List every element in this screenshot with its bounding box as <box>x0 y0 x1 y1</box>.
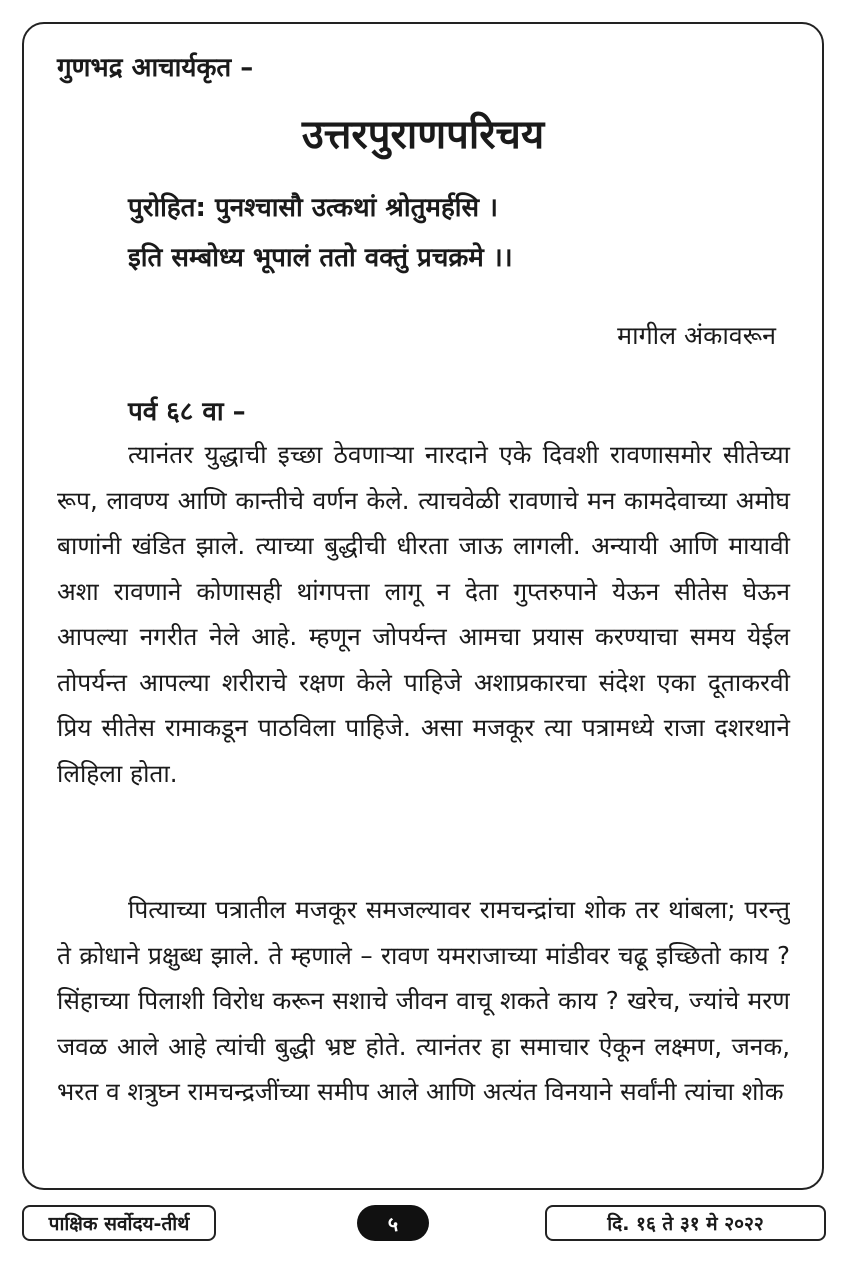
verse-line-1: पुरोहित: पुनश्चासौ उत्कथां श्रोतुमर्हसि । <box>128 193 498 223</box>
section-heading: पर्व ६८ वा – <box>128 397 246 427</box>
author-label: गुणभद्र आचार्यकृत – <box>57 53 254 83</box>
page-title: उत्तरपुराणपरिचय <box>301 112 545 158</box>
verse-line-2: इति सम्बोध्य भूपालं ततो वक्तुं प्रचक्रमे ।। <box>128 243 513 273</box>
issue-date: दि. १६ ते ३१ मे २०२२ <box>545 1205 826 1241</box>
paragraph-1: त्यानंतर युद्धाची इच्छा ठेवणाऱ्या नारदाने एके दिवशी रावणासमोर सीतेच्या रूप, लावण्य आणि कान्तीचे वर्णन केले. त्याचवेळी रावणाचे मन कामदेवाच्या अमोघ बाणांनी खंडित झाले. त्याच्या बुद्धीची धीरता जाऊ लागली. अन्यायी आणि मायावी अशा रावणाने कोणासही थांगपत्ता लागू न देता गुप्तरुपाने येऊन सीतेस घेऊन आपल्या नगरीत नेले आहे. म्हणून जोपर्यन्त आमचा प्रयास करण्याचा समय येईल तोपर्यन्त आपल्या शरीराचे रक्षण केले पाहिजे अशाप्रकारचा संदेश एका दूताकरवी प्रिय सीतेस रामाकडून पाठविला पाहिजे. असा मजकूर त्या पत्रामध्ये राजा दशरथाने लिहिला होता. <box>57 440 790 788</box>
paragraph-2: पित्याच्या पत्रातील मजकूर समजल्यावर रामचन्द्रांचा शोक तर थांबला; परन्तु ते क्रोधाने प्रक्षुब्ध झाले. ते म्हणाले – रावण यमराजाच्या मांडीवर चढू इच्छितो काय ? सिंहाच्या पिलाशी विरोध करून सशाचे जीवन वाचू शकते काय ? खरेच, ज्यांचे मरण जवळ आले आहे त्यांची बुद्धी भ्रष्ट होते. त्यानंतर हा समाचार ऐकून लक्ष्मण, जनक, भरत व शत्रुघ्न रामचन्द्रजींच्या समीप आले आणि अत्यंत विनयाने सर्वांनी त्यांचा शोक <box>57 895 790 1106</box>
continued-note: मागील अंकावरून <box>617 321 776 350</box>
page-number: ५ <box>357 1205 429 1241</box>
publication-name: पाक्षिक सर्वोदय-तीर्थ <box>22 1205 216 1241</box>
